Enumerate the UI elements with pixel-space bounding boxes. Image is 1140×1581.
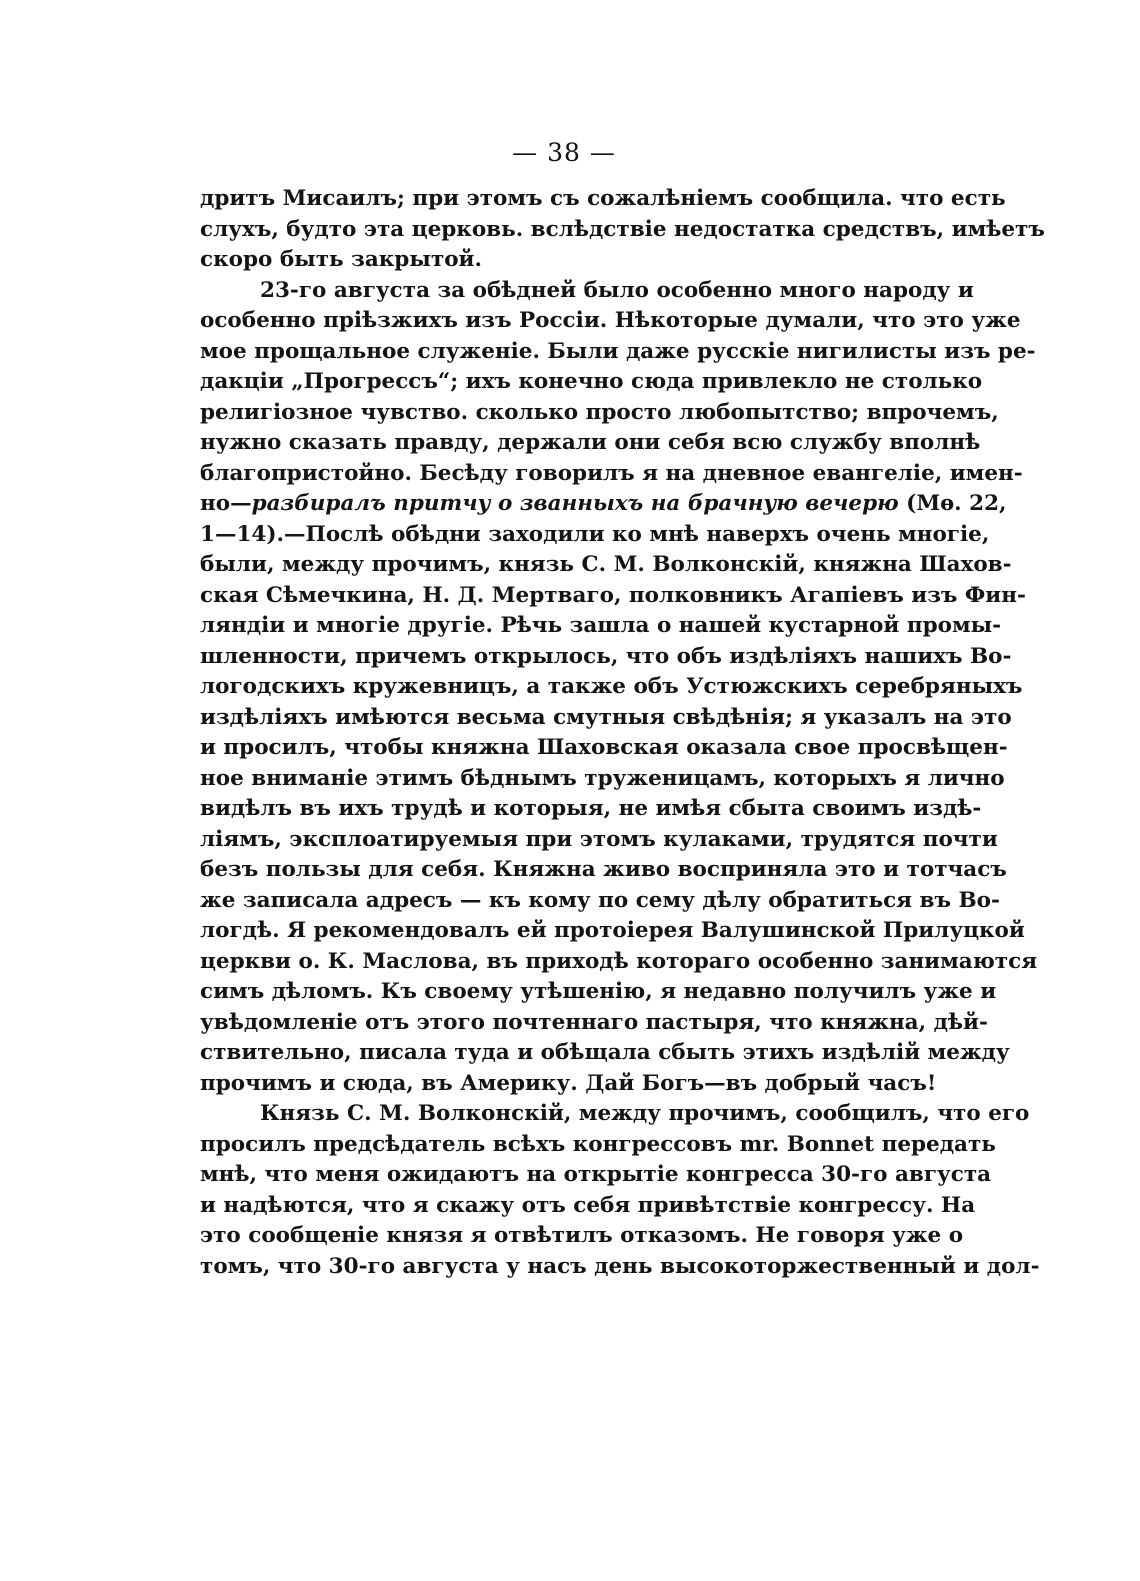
text-line: мое прощальное служеніе. Были даже русскіе нигилисты изъ ре-	[200, 338, 1036, 364]
body-text	[200, 184, 1045, 1282]
text-line: дакціи „Прогрессъ“; ихъ конечно сюда привлекло не столько	[200, 369, 983, 394]
text-line: были, между прочимъ, князь С. М. Волконскій, княжна Шахов-	[200, 552, 1012, 577]
text-line: симъ дѣломъ. Къ своему утѣшенію, я недавно получилъ уже и	[200, 979, 997, 1004]
text-line: дритъ Мисаилъ; при этомъ съ сожалѣніемъ сообщила. что есть	[200, 186, 1006, 211]
text-line: томъ, что 30-го августа у насъ день высокоторжественный и дол-	[200, 1253, 1040, 1279]
text-line: нужно сказать правду, держали они себя всю службу вполнѣ	[200, 430, 981, 455]
text-line: ліямъ, эксплоатируемыя при этомъ кулаками, трудятся почти	[200, 826, 998, 852]
text-line: прочимъ и сюда, въ Америку. Дай Богъ—въ добрый часъ!	[200, 1070, 937, 1096]
text-line: издѣліяхъ имѣются весьма смутныя свѣдѣнія; я указалъ на это	[200, 704, 1012, 730]
italic-phrase: разбиралъ притчу о званныхъ на брачную вечерю	[251, 491, 899, 516]
text-line: это сообщеніе князя я отвѣтилъ отказомъ. Не говоря уже о	[200, 1223, 964, 1248]
text-line: логодскихъ кружевницъ, а также объ Устюжскихъ серебряныхъ	[200, 674, 1023, 699]
text-line: ствительно, писала туда и обѣщала сбыть этихъ издѣлій между	[200, 1040, 1010, 1065]
text-line: слухъ, будто эта церковь. вслѣдствіе недостатка средствъ, имѣетъ	[200, 216, 1045, 242]
text-line: благопристойно. Бесѣду говорилъ я на дневное евангеліе, имен-	[200, 460, 1023, 486]
text-line: видѣлъ въ ихъ трудѣ и которыя, не имѣя сбыта своимъ издѣ-	[200, 796, 982, 821]
text-line: 1—14).—Послѣ обѣдни заходили ко мнѣ наверхъ очень многіе,	[200, 521, 990, 547]
page-number: — 38 —	[512, 138, 616, 167]
text-line: скоро быть закрытой.	[200, 247, 482, 272]
line-suffix: (Мѳ. 22,	[898, 491, 1007, 516]
text-line: логдѣ. Я рекомендовалъ ей протоіерея Валушинской Прилуцкой	[200, 918, 1025, 943]
text-line-with-italic	[200, 489, 1007, 520]
text-line: безъ пользы для себя. Княжна живо восприняла это и тотчасъ	[200, 857, 1007, 882]
text-line: ляндіи и многіе другіе. Рѣчь зашла о нашей кустарной промы-	[200, 613, 1002, 638]
text-line: религіозное чувство. сколько просто любопытство; впрочемъ,	[200, 399, 999, 425]
paragraph-start-line: 23-го августа за обѣдней было особенно много народу и	[260, 277, 974, 303]
text-line: просилъ предсѣдатель всѣхъ конгрессовъ mr. Bonnet передать	[200, 1131, 996, 1157]
text-line: увѣдомленіе отъ этого почтеннаго пастыря, что княжна, дѣй-	[200, 1009, 988, 1035]
line-prefix: но—	[200, 491, 252, 516]
text-line: ская Сѣмечкина, Н. Д. Мертваго, полковникъ Агапіевъ изъ Фин-	[200, 582, 1026, 608]
paragraph-start-line: Князь С. М. Волконскій, между прочимъ, сообщилъ, что его	[260, 1101, 1030, 1126]
text-line: церкви о. К. Маслова, въ приходѣ котораго особенно занимаются	[200, 948, 1038, 974]
text-line: же записала адресъ — къ кому по сему дѣлу обратиться въ Во-	[200, 887, 1000, 913]
text-line: шленности, причемъ открылось, что объ издѣліяхъ нашихъ Во-	[200, 643, 1012, 669]
text-line: и просилъ, чтобы княжна Шаховская оказала свое просвѣщен-	[200, 735, 1008, 760]
text-line: мнѣ, что меня ожидаютъ на открытіе конгресса 30-го августа	[200, 1162, 992, 1187]
text-line: ное вниманіе этимъ бѣднымъ труженицамъ, которыхъ я лично	[200, 765, 1005, 791]
text-line: и надѣются, что я скажу отъ себя привѣтствіе конгрессу. На	[200, 1192, 976, 1218]
text-line: особенно пріѣзжихъ изъ Россіи. Нѣкоторые думали, что это уже	[200, 308, 1021, 333]
